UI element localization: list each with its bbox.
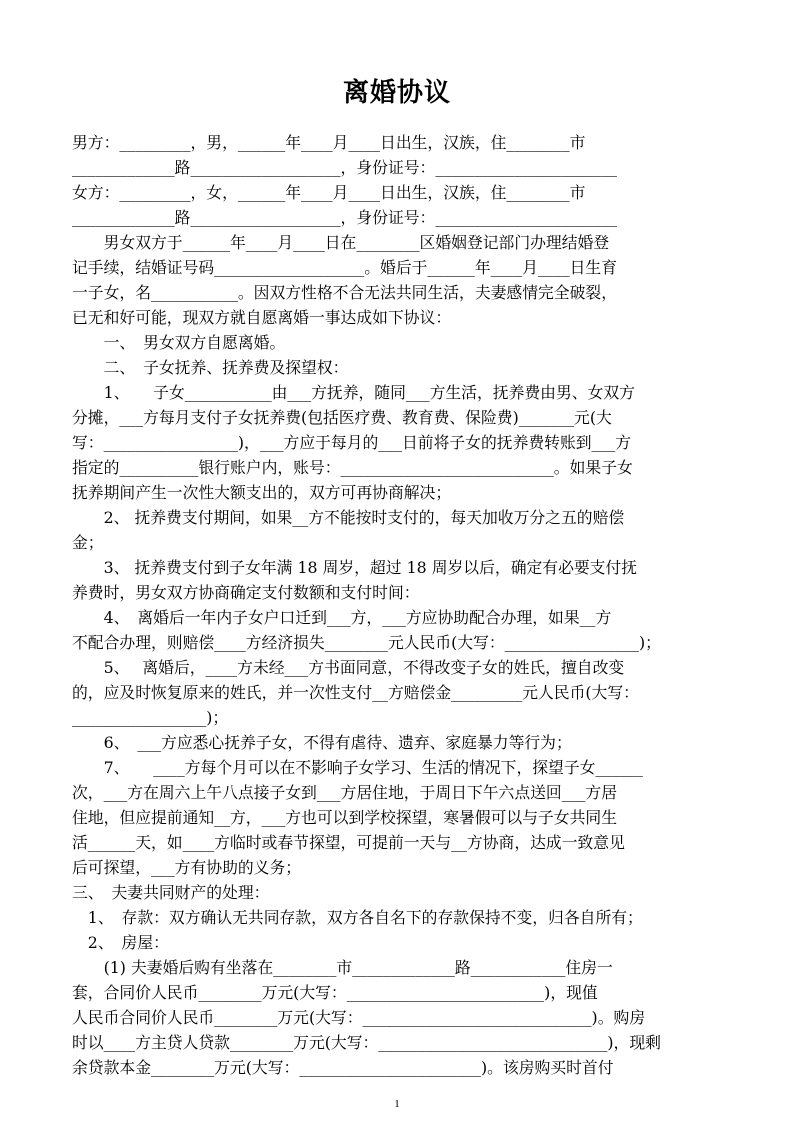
text-line: 3、 抚养费支付到子女年满 18 周岁，超过 18 周岁以后，确定有必要支付抚 bbox=[72, 558, 638, 577]
text-line: 1、 存款：双方确认无共同存款，双方各自名下的存款保持不变，归各自所有； bbox=[72, 908, 643, 927]
text-line: 男方：_________，男，______年____月____日出生，汉族，住________市 bbox=[72, 133, 586, 152]
text-line: (1) 夫妻婚后购有坐落在________市_____________路____________住房一 bbox=[72, 958, 613, 977]
text-line: 2、 抚养费支付期间，如果__方不能按时支付的，每天加收万分之五的赔偿 bbox=[72, 508, 625, 527]
section-heading: 二、 子女抚养、抚养费及探望权： bbox=[72, 358, 349, 377]
text-line: _____________路___________________，身份证号：_______________________ bbox=[72, 158, 617, 177]
text-line: 4、 离婚后一年内子女户口迁到___方，___方应协助配合办理，如果__方 bbox=[72, 608, 612, 627]
text-line: 次，___方在周六上午八点接子女到___方居住地，于周日下午六点送回___方居 bbox=[72, 783, 617, 802]
text-line: 活______天，如____方临时或春节探望，可提前一天与__方协商，达成一致意见 bbox=[72, 833, 625, 852]
text-line: 已无和好可能，现双方就自愿离婚一事达成如下协议： bbox=[72, 308, 452, 327]
text-line: 套，合同价人民币________万元(大写：_________________________)，现值 bbox=[72, 983, 598, 1002]
text-line: 7、 ____方每个月可以在不影响子女学习、生活的情况下，探望子女______ bbox=[72, 758, 643, 777]
text-line: 不配合办理，则赔偿____方经济损失________元人民币(大写：_________________)； bbox=[72, 633, 661, 652]
text-line: 记手续，结婚证号码___________________。婚后于______年____月____日生育 bbox=[72, 258, 617, 277]
text-line: 住地，但应提前通知__方，___方也可以到学校探望，寒暑假可以与子女共同生 bbox=[72, 808, 617, 827]
section-heading: 一、 男女双方自愿离婚。 bbox=[72, 333, 286, 352]
text-line: 分摊，___方每月支付子女抚养费(包括医疗费、教育费、保险费)_______元(大 bbox=[72, 408, 612, 427]
text-line: _____________路___________________，身份证号：_______________________ bbox=[72, 208, 617, 227]
text-line: 养费时，男女双方协商确定支付数额和支付时间： bbox=[72, 583, 420, 602]
text-line: 金； bbox=[72, 533, 104, 552]
text-line: 男女双方于______年____月____日在________区婚姻登记部门办理结婚登 bbox=[72, 233, 610, 252]
text-line: 余贷款本金________万元(大写：_______________________)。该房购买时首付 bbox=[72, 1058, 614, 1077]
text-line: 抚养期间产生一次性大额支出的，双方可再协商解决； bbox=[72, 483, 452, 502]
text-line: _________________)； bbox=[72, 708, 229, 727]
document-title: 离婚协议 bbox=[342, 78, 451, 108]
text-line: 人民币合同价人民币________万元(大写：_____________________________)。购房 bbox=[72, 1008, 646, 1027]
text-line: 2、 房屋： bbox=[72, 933, 169, 952]
text-line: 的，应及时恢复原来的姓氏，并一次性支付__方赔偿金_________元人民币(大写： bbox=[72, 683, 639, 702]
text-line: 5、 离婚后，____方未经___方书面同意，不得改变子女的姓氏，擅自改变 bbox=[72, 658, 625, 677]
page-number: 1 bbox=[394, 1098, 400, 1110]
text-line: 女方：_________，女，______年____月____日出生，汉族，住________市 bbox=[72, 183, 586, 202]
text-line: 时以____方主贷人贷款________万元(大写：_____________________________)，现剩 bbox=[72, 1033, 661, 1052]
text-line: 写：_________________)，___方应于每月的___日前将子女的抚养费转账到___方 bbox=[72, 433, 632, 452]
text-line: 后可探望，___方有协助的义务； bbox=[72, 858, 302, 877]
text-line: 指定的__________银行账户内，账号：___________________________。如果子女 bbox=[72, 458, 633, 477]
text-line: 一子女，名___________。因双方性格不合无法共同生活，夫妻感情完全破裂， bbox=[72, 283, 617, 302]
text-line: 6、 ___方应悉心抚养子女，不得有虐待、遗弃、家庭暴力等行为； bbox=[72, 733, 572, 752]
text-line: 1、 子女___________由___方抚养，随同___方生活，抚养费由男、女双方 bbox=[72, 383, 635, 402]
section-heading: 三、 夫妻共同财产的处理： bbox=[72, 883, 270, 902]
